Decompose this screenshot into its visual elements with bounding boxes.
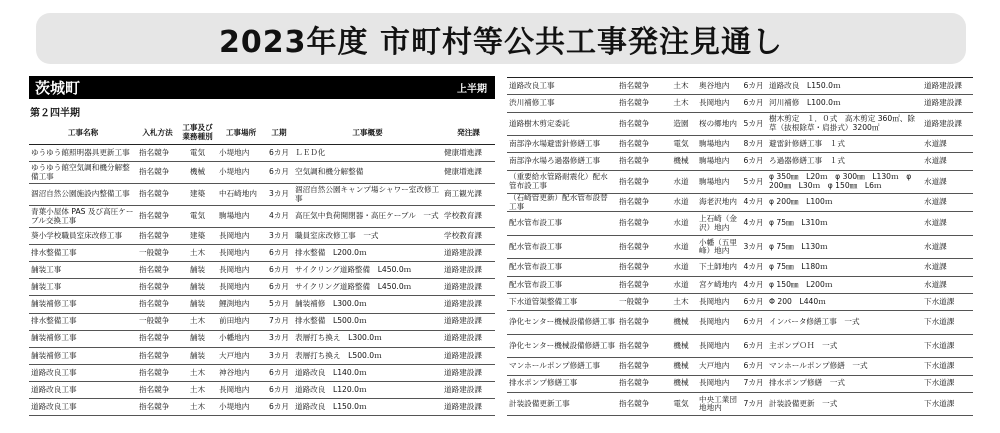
department-cell: 道路建設課 [442, 381, 495, 398]
department-cell: 道路建設課 [442, 279, 495, 296]
summary-cell: ＬＥＤ化 [293, 145, 442, 162]
summary-cell: 排水整備 L500.0ｍ [293, 313, 442, 330]
header-cell: 工事名称 [29, 122, 137, 145]
bid-method-cell: 指名競争 [617, 212, 665, 236]
table-row [29, 381, 495, 398]
bid-method-cell: 指名競争 [617, 392, 665, 416]
table-row [29, 296, 495, 313]
department-cell: 学校教育課 [442, 228, 495, 245]
right-table [507, 77, 973, 416]
work-type-cell: 舗装 [178, 279, 217, 296]
work-name-cell: 配水管布設工事 [507, 212, 617, 236]
summary-cell: φ 200㎜ L100ｍ [767, 194, 922, 212]
work-type-cell: 土木 [178, 313, 217, 330]
work-type-cell: 電気 [178, 145, 217, 162]
work-type-cell: 電気 [178, 206, 217, 228]
work-type-cell: 土木 [178, 364, 217, 381]
bid-method-cell: 指名競争 [617, 78, 665, 95]
location-cell: 長岡地内 [217, 279, 265, 296]
work-type-cell: 舗装 [178, 347, 217, 364]
bid-method-cell: 一般競争 [137, 245, 178, 262]
work-type-cell: 舗装 [178, 330, 217, 347]
department-cell: 下水道課 [922, 358, 973, 375]
department-cell: 道路建設課 [442, 262, 495, 279]
summary-cell: 表層打ち換え L500.0ｍ [293, 347, 442, 364]
department-cell: 道路建設課 [442, 364, 495, 381]
department-cell: 学校教育課 [442, 206, 495, 228]
bid-method-cell: 指名競争 [617, 375, 665, 392]
duration-cell: 7カ月 [740, 392, 767, 416]
duration-cell: 6カ月 [740, 358, 767, 375]
location-cell: 中石崎地内 [217, 184, 265, 206]
work-type-cell: 水道 [665, 259, 697, 276]
table-row [507, 212, 973, 236]
header-cell: 入札方法 [137, 122, 178, 145]
summary-cell: インバータ修繕工事 一式 [767, 311, 922, 335]
duration-cell: 3カ月 [265, 184, 293, 206]
duration-cell: 5カ月 [740, 112, 767, 136]
work-name-cell: 舗装工事 [29, 279, 137, 296]
department-cell: 道路建設課 [922, 112, 973, 136]
work-name-cell: 道路改良工事 [507, 78, 617, 95]
location-cell: 神谷地内 [217, 364, 265, 381]
department-cell: 水道課 [922, 235, 973, 259]
table-row [507, 194, 973, 212]
location-cell: 前田地内 [217, 313, 265, 330]
summary-cell: φ 75㎜ L180ｍ [767, 259, 922, 276]
location-cell: 長岡地内 [697, 375, 740, 392]
table-row [29, 206, 495, 228]
work-name-cell: 配水管布設工事 [507, 276, 617, 293]
table-row [507, 95, 973, 112]
work-type-cell: 舗装 [178, 262, 217, 279]
summary-cell: 空気調和機分解整備 [293, 162, 442, 184]
summary-cell: φ 350㎜ L20ｍ φ 300㎜ L130ｍ φ 200㎜ L30ｍ φ 150㎜ L6ｍ [767, 170, 922, 194]
location-cell: 海老沢地内 [697, 194, 740, 212]
work-type-cell: 建築 [178, 184, 217, 206]
summary-cell: ろ過器修繕工事 １式 [767, 153, 922, 170]
work-name-cell: 配水管布設工事 [507, 235, 617, 259]
town-header-bar [29, 76, 495, 99]
work-name-cell: 舗装補修工事 [29, 296, 137, 313]
duration-cell: 4カ月 [740, 259, 767, 276]
location-cell: 長岡地内 [217, 262, 265, 279]
work-name-cell: 配水管布設工事 [507, 259, 617, 276]
department-cell: 下水道課 [922, 375, 973, 392]
bid-method-cell: 指名競争 [137, 262, 178, 279]
summary-cell: φ 75㎜ L310ｍ [767, 212, 922, 236]
bid-method-cell: 指名競争 [137, 364, 178, 381]
left-column [29, 76, 495, 416]
work-name-cell: 道路改良工事 [29, 364, 137, 381]
work-type-cell: 土木 [665, 293, 697, 310]
duration-cell: 6カ月 [740, 95, 767, 112]
work-name-cell: 南部浄水場ろ過器修繕工事 [507, 153, 617, 170]
summary-cell: 排水整備 L200.0ｍ [293, 245, 442, 262]
right-table-body [507, 78, 973, 416]
location-cell: 小堤地内 [217, 162, 265, 184]
location-cell: 駒場地内 [217, 206, 265, 228]
location-cell: 長岡地内 [697, 293, 740, 310]
duration-cell: 6カ月 [740, 153, 767, 170]
bid-method-cell: 指名競争 [137, 145, 178, 162]
location-cell: 桜の郷地内 [697, 112, 740, 136]
work-name-cell: （石崎管更新）配水管布設替工事 [507, 194, 617, 212]
duration-cell: 6カ月 [740, 78, 767, 95]
bid-method-cell: 指名競争 [617, 136, 665, 153]
summary-cell: 計装設備更新 一式 [767, 392, 922, 416]
work-type-cell: 機械 [665, 375, 697, 392]
work-type-cell: 機械 [665, 311, 697, 335]
department-cell: 道路建設課 [442, 245, 495, 262]
duration-cell: 6カ月 [265, 245, 293, 262]
location-cell: 長岡地内 [217, 228, 265, 245]
location-cell: 大戸地内 [697, 358, 740, 375]
duration-cell: 6カ月 [740, 311, 767, 335]
work-type-cell: 電気 [665, 392, 697, 416]
duration-cell: 3カ月 [265, 228, 293, 245]
work-type-cell: 舗装 [178, 296, 217, 313]
department-cell: 水道課 [922, 259, 973, 276]
table-row [507, 235, 973, 259]
bid-method-cell: 指名競争 [137, 399, 178, 416]
duration-cell: 6カ月 [265, 279, 293, 296]
summary-cell: 道路改良 L150.0ｍ [293, 399, 442, 416]
department-cell: 道路建設課 [442, 399, 495, 416]
work-name-cell: 舗装補修工事 [29, 347, 137, 364]
work-type-cell: 水道 [665, 276, 697, 293]
work-name-cell: ゆうゆう館空気調和機分解整備工事 [29, 162, 137, 184]
duration-cell: 7カ月 [740, 375, 767, 392]
department-cell: 水道課 [922, 276, 973, 293]
table-row [507, 136, 973, 153]
bid-method-cell: 指名競争 [137, 162, 178, 184]
work-name-cell: 舗装工事 [29, 262, 137, 279]
work-type-cell: 土木 [665, 78, 697, 95]
department-cell: 水道課 [922, 136, 973, 153]
duration-cell: 8カ月 [740, 136, 767, 153]
table-row [29, 313, 495, 330]
location-cell: 宮ケ崎地内 [697, 276, 740, 293]
department-cell: 商工観光課 [442, 184, 495, 206]
right-column [507, 77, 973, 416]
location-cell: 駒場地内 [697, 153, 740, 170]
bid-method-cell: 指名競争 [617, 334, 665, 358]
work-type-cell: 土木 [178, 399, 217, 416]
summary-cell: 河川補修 L100.0ｍ [767, 95, 922, 112]
duration-cell: 5カ月 [265, 296, 293, 313]
duration-cell: 4カ月 [740, 194, 767, 212]
table-row [507, 153, 973, 170]
duration-cell: 5カ月 [740, 170, 767, 194]
location-cell: 長岡地内 [697, 334, 740, 358]
table-row [29, 347, 495, 364]
work-name-cell: 南部浄水場避雷針修繕工事 [507, 136, 617, 153]
table-row [29, 228, 495, 245]
duration-cell: 3カ月 [740, 235, 767, 259]
bid-method-cell: 一般競争 [617, 293, 665, 310]
summary-cell: 道路改良 L140.0ｍ [293, 364, 442, 381]
header-cell: 工期 [265, 122, 293, 145]
bid-method-cell: 指名競争 [617, 95, 665, 112]
work-type-cell: 電気 [665, 136, 697, 153]
table-row [29, 145, 495, 162]
work-name-cell: 道路改良工事 [29, 381, 137, 398]
table-row [507, 293, 973, 310]
table-row [507, 170, 973, 194]
work-type-cell: 機械 [665, 358, 697, 375]
location-cell: 長岡地内 [697, 311, 740, 335]
work-type-cell: 土木 [178, 381, 217, 398]
department-cell: 水道課 [922, 153, 973, 170]
town-name: 茨城町 [35, 79, 81, 97]
location-cell: 鯉渕地内 [217, 296, 265, 313]
bid-method-cell: 指名競争 [617, 358, 665, 375]
bid-method-cell: 指名競争 [137, 330, 178, 347]
location-cell: 中央工業団地地内 [697, 392, 740, 416]
work-type-cell: 水道 [665, 194, 697, 212]
table-row [29, 399, 495, 416]
period-label: 上半期 [457, 84, 487, 95]
table-row [29, 364, 495, 381]
department-cell: 健康増進課 [442, 145, 495, 162]
bid-method-cell: 指名競争 [137, 206, 178, 228]
table-row [507, 375, 973, 392]
bid-method-cell: 指名競争 [617, 276, 665, 293]
table-row [507, 392, 973, 416]
duration-cell: 4カ月 [740, 212, 767, 236]
bid-method-cell: 指名競争 [137, 279, 178, 296]
summary-cell: φ 150㎜ L200ｍ [767, 276, 922, 293]
duration-cell: 6カ月 [265, 381, 293, 398]
department-cell: 下水道課 [922, 334, 973, 358]
duration-cell: 6カ月 [265, 145, 293, 162]
location-cell: 長岡地内 [217, 381, 265, 398]
work-name-cell: 渋川補修工事 [507, 95, 617, 112]
department-cell: 道路建設課 [922, 95, 973, 112]
quarter-label: 第２四半期 [30, 108, 80, 119]
work-name-cell: 浄化センター機械設備修繕工事 [507, 311, 617, 335]
duration-cell: 6カ月 [265, 262, 293, 279]
location-cell: 小堤地内 [217, 145, 265, 162]
bid-method-cell: 指名競争 [617, 235, 665, 259]
header-cell: 発注課 [442, 122, 495, 145]
work-name-cell: マンホールポンプ修繕工事 [507, 358, 617, 375]
department-cell: 道路建設課 [442, 330, 495, 347]
table-row [29, 162, 495, 184]
location-cell: 下土師地内 [697, 259, 740, 276]
location-cell: 駒場地内 [697, 170, 740, 194]
table-row [29, 330, 495, 347]
department-cell: 下水道課 [922, 293, 973, 310]
work-name-cell: 浄化センター機械設備修繕工事 [507, 334, 617, 358]
work-name-cell: 道路改良工事 [29, 399, 137, 416]
table-row [507, 311, 973, 335]
department-cell: 道路建設課 [442, 296, 495, 313]
page-title: 2023年度 市町村等公共工事発注見通し [219, 24, 783, 60]
duration-cell: 4カ月 [265, 206, 293, 228]
summary-cell: 高圧気中負荷開閉器・高圧ケーブル 一式 [293, 206, 442, 228]
duration-cell: 7カ月 [265, 313, 293, 330]
duration-cell: 6カ月 [265, 399, 293, 416]
location-cell: 小幡（五里峰）地内 [697, 235, 740, 259]
header-cell: 工事概要 [293, 122, 442, 145]
department-cell: 道路建設課 [922, 78, 973, 95]
summary-cell: 表層打ち換え L300.0ｍ [293, 330, 442, 347]
department-cell: 水道課 [922, 212, 973, 236]
summary-cell: 排水ポンプ修繕 一式 [767, 375, 922, 392]
location-cell: 駒場地内 [697, 136, 740, 153]
summary-cell: マンホールポンプ修繕 一式 [767, 358, 922, 375]
bid-method-cell: 指名競争 [617, 112, 665, 136]
work-name-cell: 計装設備更新工事 [507, 392, 617, 416]
bid-method-cell: 指名競争 [137, 184, 178, 206]
header-cell: 工事及び業務種別 [178, 122, 217, 145]
duration-cell: 6カ月 [740, 293, 767, 310]
work-type-cell: 機械 [665, 334, 697, 358]
department-cell: 道路建設課 [442, 313, 495, 330]
bid-method-cell: 指名競争 [617, 170, 665, 194]
header-cell: 工事場所 [217, 122, 265, 145]
table-header-row [29, 122, 495, 145]
left-table-body [29, 145, 495, 416]
work-name-cell: 葵小学校職員室床改修工事 [29, 228, 137, 245]
work-name-cell: 道路樹木剪定委託 [507, 112, 617, 136]
work-type-cell: 土木 [665, 95, 697, 112]
table-row [507, 276, 973, 293]
duration-cell: 6カ月 [740, 334, 767, 358]
work-type-cell: 建築 [178, 228, 217, 245]
table-row [29, 245, 495, 262]
bid-method-cell: 一般競争 [137, 313, 178, 330]
work-name-cell: （重要給水管路耐震化）配水管布設工事 [507, 170, 617, 194]
duration-cell: 6カ月 [265, 162, 293, 184]
bid-method-cell: 指名競争 [617, 153, 665, 170]
table-row [507, 358, 973, 375]
table-row [507, 78, 973, 95]
location-cell: 大戸地内 [217, 347, 265, 364]
summary-cell: 避雷針修繕工事 １式 [767, 136, 922, 153]
table-row [29, 262, 495, 279]
department-cell: 下水道課 [922, 392, 973, 416]
work-type-cell: 水道 [665, 235, 697, 259]
table-row [29, 279, 495, 296]
duration-cell: 3カ月 [265, 347, 293, 364]
department-cell: 水道課 [922, 170, 973, 194]
department-cell: 下水道課 [922, 311, 973, 335]
work-name-cell: 排水ポンプ修繕工事 [507, 375, 617, 392]
bid-method-cell: 指名競争 [137, 347, 178, 364]
location-cell: 奥谷地内 [697, 78, 740, 95]
summary-cell: φ 75㎜ L130ｍ [767, 235, 922, 259]
table-row [507, 259, 973, 276]
work-name-cell: ゆうゆう館照明器具更新工事 [29, 145, 137, 162]
summary-cell: 道路改良 L150.0ｍ [767, 78, 922, 95]
location-cell: 上石崎（金沢）地内 [697, 212, 740, 236]
duration-cell: 4カ月 [740, 276, 767, 293]
work-type-cell: 機械 [178, 162, 217, 184]
work-type-cell: 土木 [178, 245, 217, 262]
summary-cell: 職員室床改修工事 一式 [293, 228, 442, 245]
summary-cell: 舗装補修 L300.0ｍ [293, 296, 442, 313]
table-row [507, 112, 973, 136]
work-type-cell: 造園 [665, 112, 697, 136]
bid-method-cell: 指名競争 [617, 311, 665, 335]
bid-method-cell: 指名競争 [137, 381, 178, 398]
location-cell: 長岡地内 [697, 95, 740, 112]
summary-cell: Φ 200 L440ｍ [767, 293, 922, 310]
title-banner [36, 13, 966, 64]
work-name-cell: 下水道管渠整備工事 [507, 293, 617, 310]
summary-cell: 主ポンプＯＨ 一式 [767, 334, 922, 358]
duration-cell: 6カ月 [265, 364, 293, 381]
department-cell: 水道課 [922, 194, 973, 212]
work-name-cell: 青葉小屋体 PAS 及び高圧ケーブル交換工事 [29, 206, 137, 228]
work-type-cell: 水道 [665, 170, 697, 194]
work-name-cell: 排水整備工事 [29, 313, 137, 330]
summary-cell: サイクリング道路整備 L450.0ｍ [293, 262, 442, 279]
work-name-cell: 排水整備工事 [29, 245, 137, 262]
summary-cell: 樹木剪定 １．０式 高木剪定 360㎡、除草（抜根除草・肩掛式）3200㎡ [767, 112, 922, 136]
location-cell: 小幡地内 [217, 330, 265, 347]
work-type-cell: 機械 [665, 153, 697, 170]
location-cell: 小堤地内 [217, 399, 265, 416]
work-name-cell: 舗装補修工事 [29, 330, 137, 347]
summary-cell: 涸沼自然公園キャンプ場シャワー室改修工事 [293, 184, 442, 206]
work-type-cell: 水道 [665, 212, 697, 236]
left-table [29, 122, 495, 416]
bid-method-cell: 指名競争 [137, 296, 178, 313]
summary-cell: サイクリング道路整備 L450.0ｍ [293, 279, 442, 296]
bid-method-cell: 指名競争 [617, 259, 665, 276]
department-cell: 健康増進課 [442, 162, 495, 184]
summary-cell: 道路改良 L120.0ｍ [293, 381, 442, 398]
department-cell: 道路建設課 [442, 347, 495, 364]
bid-method-cell: 指名競争 [617, 194, 665, 212]
bid-method-cell: 指名競争 [137, 228, 178, 245]
location-cell: 長岡地内 [217, 245, 265, 262]
table-row [507, 334, 973, 358]
work-name-cell: 涸沼自然公園施設内整備工事 [29, 184, 137, 206]
table-row [29, 184, 495, 206]
duration-cell: 3カ月 [265, 330, 293, 347]
